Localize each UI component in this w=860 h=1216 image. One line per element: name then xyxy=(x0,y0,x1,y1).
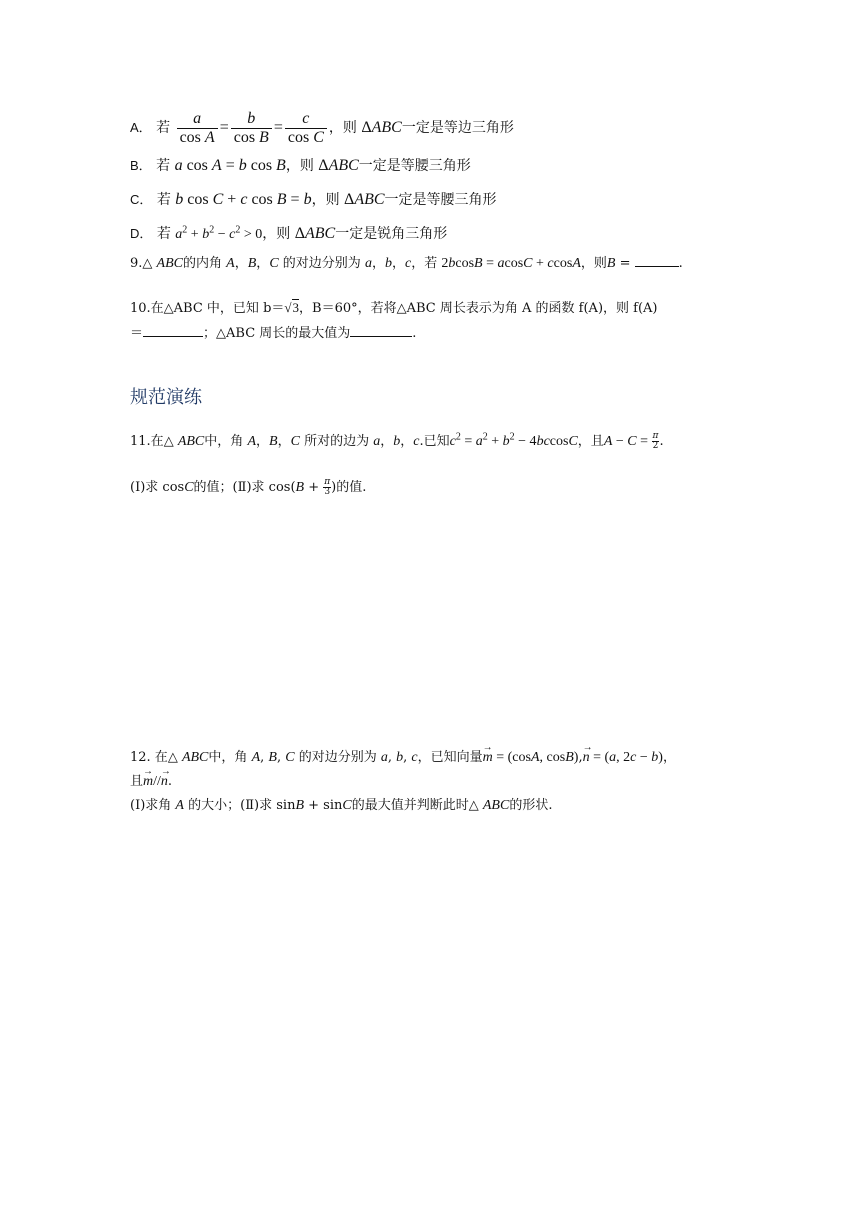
option-d: D． 若 $a^2 + b^2 - c^2 > 0$，则 ΔABC一定是锐角三角形 xyxy=(130,224,448,242)
option-c-prefix: 若 xyxy=(156,192,171,208)
fraction-a-over-cosA: $\frac{a}{\text{cos A}}$ xyxy=(177,110,218,147)
option-b: B． 若 a cos A = b cos B，则 ΔABC一定是等腰三角形 xyxy=(130,157,471,174)
option-c-suffix: 一定是等腰三角形 xyxy=(384,192,497,208)
option-a: A． 若 $\frac{a}{\text{cos A}}$ = $\frac{b}{\text{cos B}}$ = $\frac{c}{\text{cos C}}$ ，则 ΔABC一定是等边三角形 xyxy=(130,109,514,146)
question-10-line2: ＝ ；△ABC 周长的最大值为 . xyxy=(130,322,416,344)
fraction-pi-over-2: $\frac{\pi}{2}$ xyxy=(652,431,659,451)
fraction-c-over-cosC: $\frac{c}{\text{cos C}}$ xyxy=(285,110,327,147)
option-a-prefix: 若 xyxy=(156,120,171,136)
option-d-formula: $a^2 + b^2 - c^2 > 0$ xyxy=(175,224,263,242)
option-b-label: B． xyxy=(130,158,152,173)
option-c-formula: b cos C + c cos B = b xyxy=(175,191,312,208)
answer-blank-10b[interactable] xyxy=(350,322,412,337)
question-11: 11.在△ ABC中，角 A，B，C 所对的边为 a，b，c.已知$c^2 = a^2 + b^2 - 4bccosC$，且A − C = $\frac{\pi}{2}$ . xyxy=(130,431,664,451)
option-b-formula: a cos A = b cos B xyxy=(174,157,286,174)
question-12: 12. 在△ ABC中，角 A, B, C 的对边分别为 a, b, c，已知向量→ m = (cosA, cosB),→ n = (a, 2c − b)， xyxy=(130,748,676,768)
fraction-pi-over-3: $\frac{\pi}{3}$ xyxy=(324,477,331,497)
option-c-label: C． xyxy=(130,192,153,207)
question-10: 10.在△ABC 中，已知 b＝√3，B＝60°，若将△ABC 周长表示为角 A 的函数 f(A)，则 f(A) xyxy=(130,300,658,316)
option-c: C． 若 b cos C + c cos B = b，则 ΔABC一定是等腰三角形 xyxy=(130,191,497,208)
answer-blank-10a[interactable] xyxy=(143,322,203,337)
option-d-prefix: 若 xyxy=(156,226,171,242)
option-a-suffix: 一定是等边三角形 xyxy=(401,120,514,136)
question-12-parts: (Ⅰ)求角 A 的大小；(Ⅱ)求 sinB + sinC的最大值并判断此时△ ABC的形状. xyxy=(130,798,553,813)
question-9: 9.△ ABC的内角 A，B，C 的对边分别为 a，b，c，若 2bcosB = acosC + ccosA，则B = . xyxy=(130,252,683,274)
question-11-parts: (Ⅰ)求 cosC的值；(Ⅱ)求 cos(B + $\frac{\pi}{3}$ )的值. xyxy=(130,477,367,497)
option-d-suffix: 一定是锐角三角形 xyxy=(335,226,448,242)
option-d-label: D． xyxy=(130,226,153,241)
section-heading: 规范演练 xyxy=(130,387,202,408)
option-b-prefix: 若 xyxy=(156,158,171,174)
answer-blank-9[interactable] xyxy=(635,252,679,267)
question-12-line2: 且→ m//→ n. xyxy=(130,772,172,792)
option-a-label: A． xyxy=(130,120,152,135)
option-b-suffix: 一定是等腰三角形 xyxy=(358,158,471,174)
fraction-b-over-cosB: $\frac{b}{\text{cos B}}$ xyxy=(231,110,272,147)
